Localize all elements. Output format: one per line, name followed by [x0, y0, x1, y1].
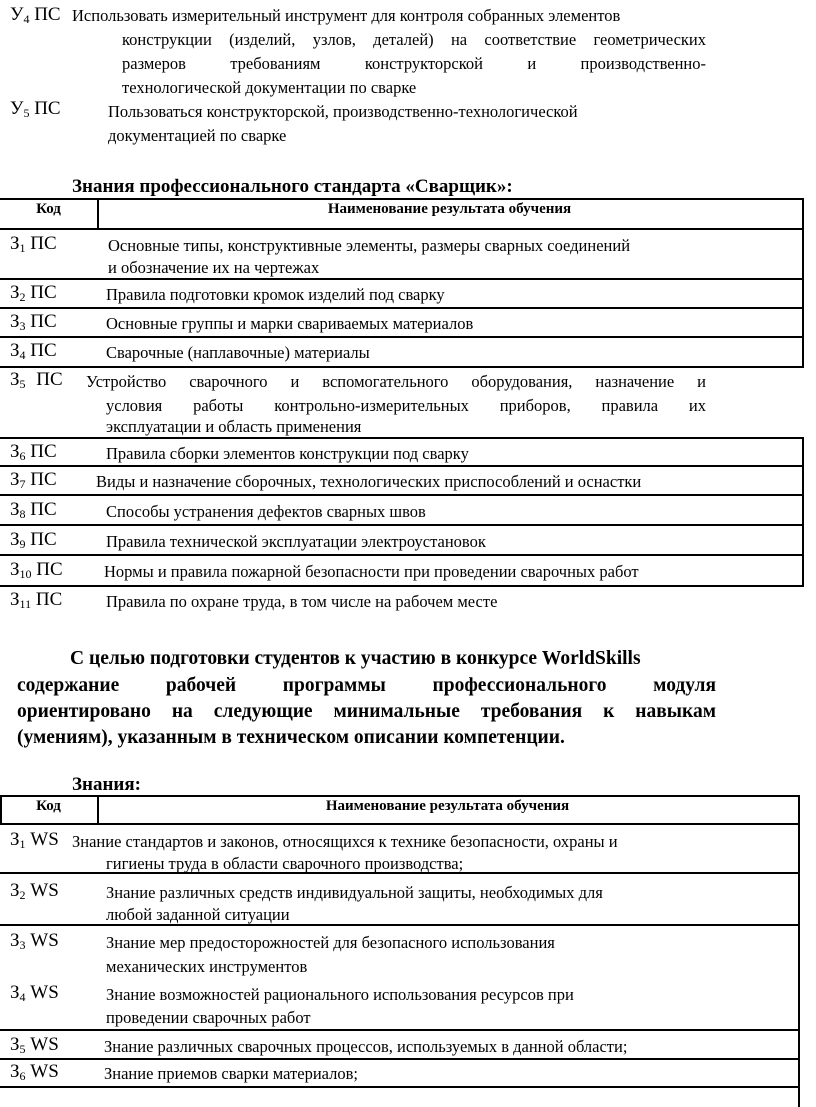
table-row-code: $З_3$ ПС [10, 311, 57, 333]
table-row-code: $З_4$ WS [10, 982, 59, 1004]
table-row-code: $З_{11}$ ПС [10, 589, 63, 611]
table-row-text: Знание различных средств индивидуальной защиты, необходимых для [106, 883, 603, 902]
table-row-text: Нормы и правила пожарной безопасности при проведении сварочных работ [104, 562, 639, 581]
paragraph-line: С целью подготовки студентов к участию в конкурсе WorldSkills [70, 648, 641, 669]
table-row-code: $З_1$ ПС [10, 233, 57, 255]
table-row-text: Знание стандартов и законов, относящихся к технике безопасности, охраны и [72, 832, 618, 851]
table-row-text: Сварочные (наплавочные) материалы [106, 343, 370, 362]
paragraph-line: содержание рабочей программы профессионального модуля [17, 675, 716, 696]
table-row-text: Основные группы и марки свариваемых материалов [106, 314, 474, 333]
table-row-text: Знание мер предосторожностей для безопасного использования [106, 933, 555, 952]
table-row-code: $З_2$ ПС [10, 282, 57, 304]
skill-line: размеров требованиям конструкторской и производственно- [122, 54, 706, 73]
table-row-code: $З_2$ WS [10, 880, 59, 902]
knowledge-ws-heading: Знания: [72, 774, 141, 795]
skill-line: конструкции (изделий, узлов, деталей) на соответствие геометрических [122, 30, 706, 49]
skill-line: документацией по сварке [108, 126, 287, 145]
table-row-text: проведении сварочных работ [106, 1008, 311, 1027]
table-row-text: условия работы контрольно-измерительных приборов, правила их [106, 396, 706, 415]
table-row-code: $З_7$ ПС [10, 469, 57, 491]
table-row-text: Правила подготовки кромок изделий под сварку [106, 285, 445, 304]
column-header-code: Код [36, 798, 61, 814]
table-row-code: $З_3$ WS [10, 930, 59, 952]
table-row-text: Устройство сварочного и вспомогательного оборудования, назначение и [86, 372, 706, 391]
table-row-text: Знание различных сварочных процессов, используемых в данной области; [104, 1037, 628, 1056]
table-row-code: $З_5$ ПС [10, 369, 63, 391]
table-row-text: гигиены труда в области сварочного производства; [106, 854, 464, 873]
table-row-text: эксплуатации и область применения [106, 417, 362, 436]
table-row-text: Знание возможностей рационального использования ресурсов при [106, 985, 574, 1004]
table-row-code: $З_1$ WS [10, 829, 59, 851]
column-header-code: Код [36, 201, 61, 217]
skill-code: $У_5$ ПС [10, 98, 61, 120]
table-row-text: Знание приемов сварки материалов; [104, 1064, 358, 1083]
skill-code: $У_4$ ПС [10, 4, 61, 26]
paragraph-line: (умениям), указанным в техническом описании компетенции. [17, 727, 565, 748]
table-row-code: $З_6$ ПС [10, 441, 57, 463]
table-row-code: $З_9$ ПС [10, 529, 57, 551]
skill-line: Пользоваться конструкторской, производственно-технологической [108, 102, 578, 121]
table-row-code: $З_{10}$ ПС [10, 559, 63, 581]
skill-line: технологической документации по сварке [122, 78, 417, 97]
table-row-text: Основные типы, конструктивные элементы, размеры сварных соединений [108, 236, 631, 255]
table-row-text: Правила технической эксплуатации электроустановок [106, 532, 486, 551]
column-header-name: Наименование результата обучения [325, 798, 570, 814]
table-row-code: $З_6$ WS [10, 1061, 59, 1083]
table-row-code: $З_4$ ПС [10, 340, 57, 362]
table-row-code: $З_5$ WS [10, 1034, 59, 1056]
skill-line: Использовать измерительный инструмент для контроля собранных элементов [72, 6, 621, 25]
table-row-text: Способы устранения дефектов сварных швов [106, 502, 426, 521]
table-row-text: любой заданной ситуации [106, 905, 290, 924]
column-header-name: Наименование результата обучения [327, 201, 572, 217]
table-row-text: механических инструментов [106, 957, 308, 976]
table-row-code: $З_8$ ПС [10, 499, 57, 521]
table-row-text: Правила по охране труда, в том числе на рабочем месте [106, 592, 498, 611]
knowledge-ps-heading: Знания профессионального стандарта «Сварщик»: [72, 176, 513, 197]
table-row-text: Правила сборки элементов конструкции под сварку [106, 444, 469, 463]
table-row-text: Виды и назначение сборочных, технологических приспособлений и оснастки [96, 472, 642, 491]
paragraph-line: ориентировано на следующие минимальные требования к навыкам [17, 701, 716, 722]
table-row-text: и обозначение их на чертежах [108, 258, 320, 277]
